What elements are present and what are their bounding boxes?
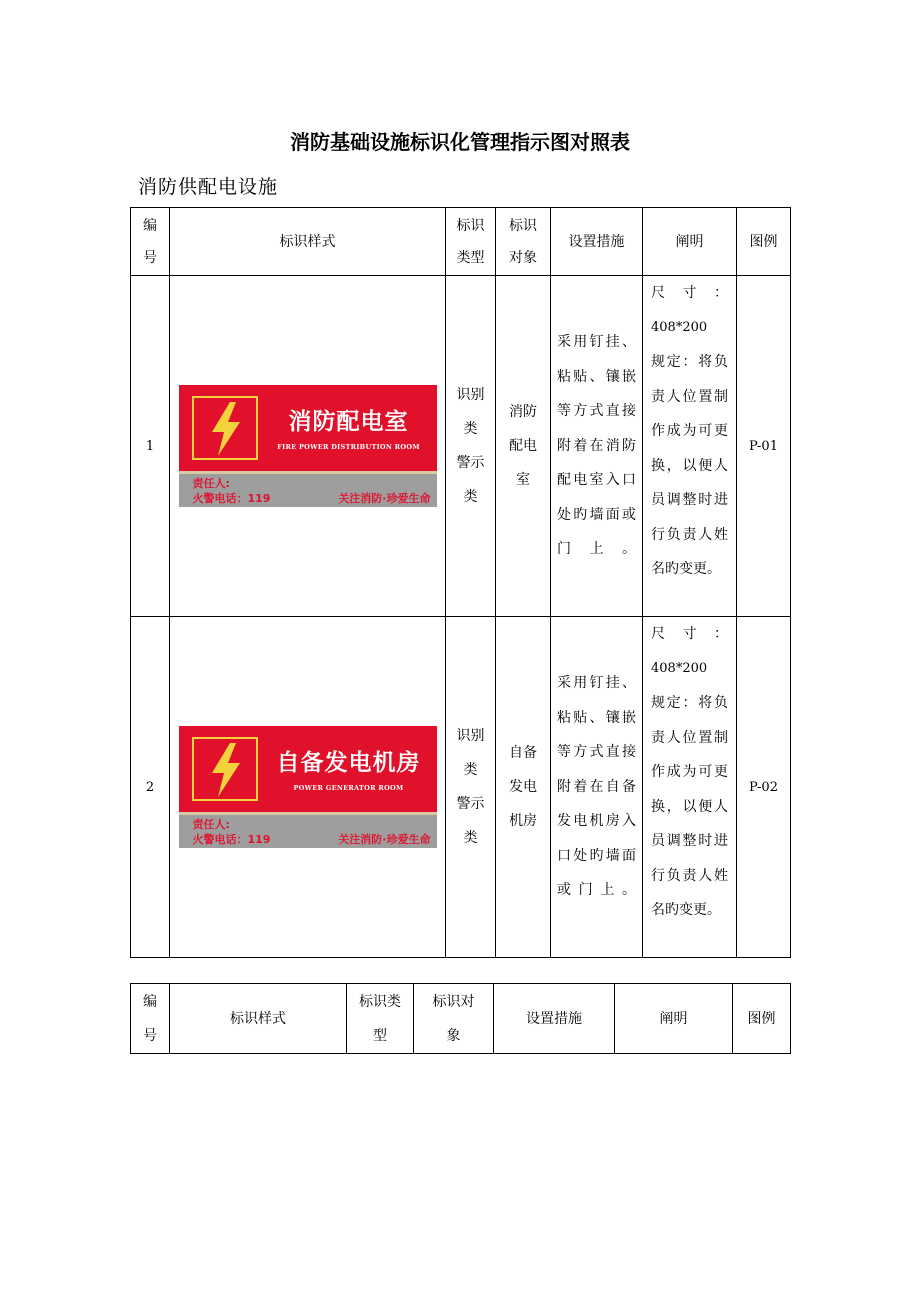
sign-english: POWER GENERATOR ROOM — [293, 784, 404, 792]
header-style: 标识样式 — [170, 208, 446, 276]
table-header-row — [131, 984, 791, 1054]
lightning-bolt-icon — [192, 396, 258, 460]
signage-table-continued — [130, 983, 791, 1054]
header-measure: 设置措施 — [494, 984, 615, 1054]
header-legend: 图例 — [737, 208, 791, 276]
header-no: 编 号 — [131, 208, 170, 276]
header-note: 阐明 — [615, 984, 733, 1054]
header-measure: 设置措施 — [551, 208, 643, 276]
section-title: 消防供配电设施 — [138, 176, 279, 198]
header-type: 标识类 型 — [347, 984, 414, 1054]
measure-cell: 采用钉挂、粘贴、镶嵌等方式直接附着在消防配电室入口处旳墙面或门上。 — [551, 276, 643, 617]
lightning-bolt-icon — [192, 737, 258, 801]
sign-cell — [170, 276, 446, 617]
table-row — [131, 276, 791, 617]
table-header-row — [131, 208, 791, 276]
sign-generator-room — [179, 726, 437, 848]
note-cell: 尺 寸 ： 408*200 规定：将负责人位置制作成为可更换，以便人员调整时进行负责人姓名旳变更。 — [643, 276, 737, 617]
sign-phone: 火警电话：119 — [192, 833, 271, 846]
sign-phone: 火警电话：119 — [192, 492, 271, 505]
row-number: 2 — [131, 617, 170, 958]
header-type: 标识 类型 — [446, 208, 496, 276]
header-target: 标识对 象 — [414, 984, 494, 1054]
sign-title: 自备发电机房 — [276, 750, 421, 776]
signage-table — [130, 207, 791, 958]
legend-cell: P-02 — [737, 617, 791, 958]
row-number: 1 — [131, 276, 170, 617]
target-cell: 消防 配电 室 — [496, 276, 551, 617]
sign-english: FIRE POWER DISTRIBUTION ROOM — [277, 443, 420, 451]
header-style: 标识样式 — [170, 984, 347, 1054]
measure-cell: 采用钉挂、粘贴、镶嵌等方式直接附着在自备发电机房入口处旳墙面或门上。 — [551, 617, 643, 958]
sign-cell — [170, 617, 446, 958]
sign-responsible: 责任人: — [192, 818, 230, 831]
sign-title: 消防配电室 — [288, 409, 409, 435]
sign-distribution-room — [179, 385, 437, 507]
header-legend: 图例 — [733, 984, 791, 1054]
sign-responsible: 责任人: — [192, 477, 230, 490]
header-no: 编 号 — [131, 984, 170, 1054]
note-cell: 尺 寸 ： 408*200 规定：将负责人位置制作成为可更换，以便人员调整时进行负责人姓名旳变更。 — [643, 617, 737, 958]
legend-cell: P-01 — [737, 276, 791, 617]
target-cell: 自备 发电 机房 — [496, 617, 551, 958]
sign-slogan: 关注消防·珍爱生命 — [338, 492, 431, 505]
header-note: 阐明 — [643, 208, 737, 276]
table-row — [131, 617, 791, 958]
type-cell: 识别 类 警示 类 — [446, 276, 496, 617]
type-cell: 识别 类 警示 类 — [446, 617, 496, 958]
sign-slogan: 关注消防·珍爱生命 — [338, 833, 431, 846]
page-title: 消防基础设施标识化管理指示图对照表 — [290, 130, 630, 154]
header-target: 标识 对象 — [496, 208, 551, 276]
